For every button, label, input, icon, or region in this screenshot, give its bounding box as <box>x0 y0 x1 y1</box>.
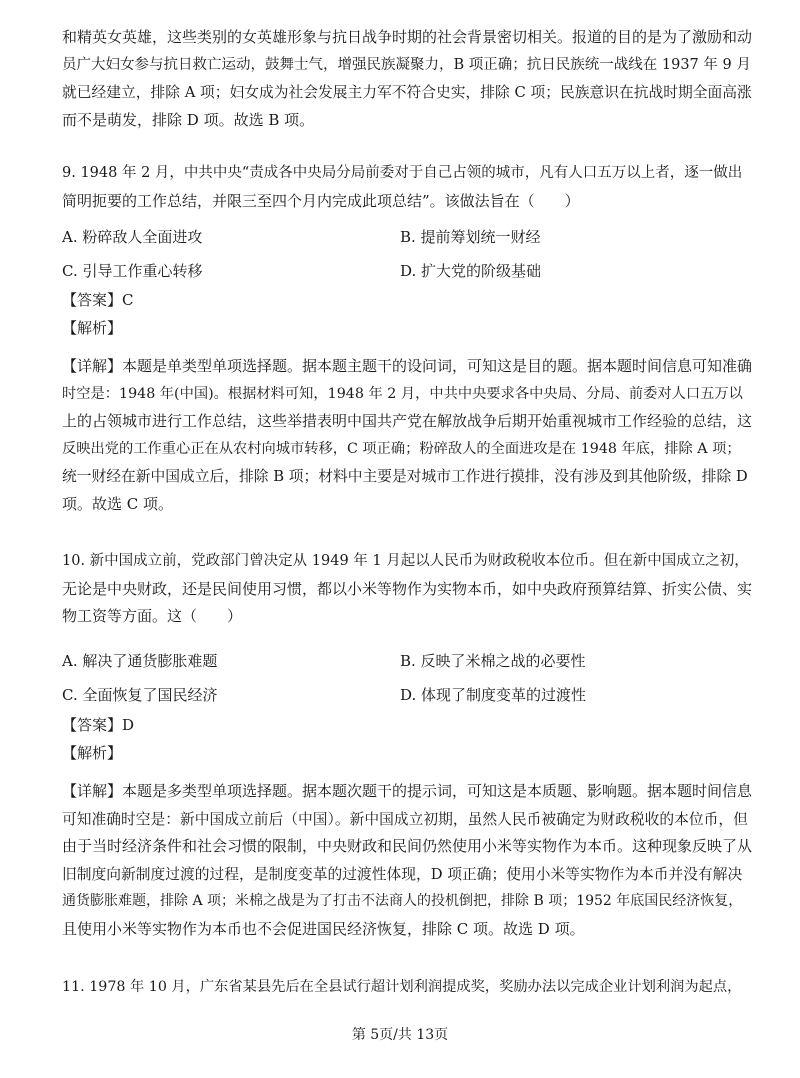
q9-analysis-label: 【解析】 <box>62 318 123 337</box>
q9-options-row-1 <box>62 223 752 251</box>
text-line: 物工资等方面。这（ ） <box>62 607 243 625</box>
text-line: 且使用小米等实物作为本币也不会促进国民经济恢复，排除 C 项。故选 D 项。 <box>62 919 585 938</box>
text-line: 【详解】本题是多类型单项选择题。据本题次题干的提示词，可知这是本质题、影响题。据本题时间信息 <box>62 782 753 800</box>
text-line: 上的占领城市进行工作总结，这些举措表明中国共产党在解放战争后期开始重视城市工作经验的总结，这 <box>62 412 753 430</box>
q9-option-c: C. 引导工作重心转移 <box>62 262 203 280</box>
text-line: 旧制度向新制度过渡的过程，是制度变革的过渡性体现，D 项正确；使用小米等实物作为本币并没有解决 <box>62 865 743 883</box>
text-line: 通货膨胀难题，排除 A 项；米棉之战是为了打击不法商人的投机倒把，排除 B 项；1952 年底国民经济恢复， <box>62 893 743 909</box>
q9-option-b: B. 提前筹划统一财经 <box>400 228 541 246</box>
q10-option-d: D. 体现了制度变革的过渡性 <box>400 686 587 704</box>
q10-options-row-2 <box>62 681 752 709</box>
q9-answer-block <box>62 287 752 342</box>
q9-stem <box>62 160 752 215</box>
text-line: 10. 新中国成立前，党政部门曾决定从 1949 年 1 月起以人民币为财政税收本位币。但在新中国成立之初， <box>62 553 749 569</box>
text-line: 就已经建立，排除 A 项；妇女成为社会发展主力军不符合史实，排除 C 项；民族意识在抗战时期全面高涨 <box>62 84 752 101</box>
text-line: 9. 1948 年 2 月，中共中央“责成各中央局分局前委对于自己占领的城市，凡有人口五万以上者，逐一做出 <box>62 165 743 181</box>
page-number: 第 5页/共 13页 <box>351 1027 449 1043</box>
text-line: 简明扼要的工作总结，并限三至四个月内完成此项总结”。该做法旨在（ ） <box>62 191 580 210</box>
q10-options-row-1 <box>62 647 752 675</box>
text-line: 时空是：1948 年(中国)。根据材料可知，1948 年 2 月，中共中央要求各中央局、分局、前委对人口五万以 <box>62 385 743 402</box>
text-line: 无论是中央财政，还是民间使用习惯，都以小米等物作为实物本币，如中央政府预算结算、折实公债、实 <box>62 579 753 598</box>
text-line: 11. 1978 年 10 月，广东省某县先后在全县试行超计划利润提成奖，奖励办法以完成企业计划利润为起点， <box>62 979 742 995</box>
q10-option-a: A. 解决了通货膨胀难题 <box>62 652 218 670</box>
q10-answer: 【答案】D <box>62 716 135 734</box>
q9-options-row-2 <box>62 257 752 285</box>
q10-detail <box>62 778 752 943</box>
q10-answer-block <box>62 712 752 767</box>
text-line: 项。故选 C 项。 <box>62 494 174 513</box>
text-line: 可知准确时空是：新中国成立前后（中国）。新中国成立初期，虽然人民币被确定为财政税收的本位币，但 <box>62 810 748 828</box>
text-line: 而不是萌发，排除 D 项。故选 B 项。 <box>62 110 315 129</box>
q10-option-c: C. 全面恢复了国民经济 <box>62 686 218 704</box>
text-line: 员广大妇女参与抗日救亡运动，鼓舞士气，增强民族凝聚力，B 项正确；抗日民族统一战线在 1937 年 9 月 <box>62 56 751 73</box>
q9-answer: 【答案】C <box>62 291 134 309</box>
q9-option-a: A. 粉碎敌人全面进攻 <box>62 228 203 246</box>
q10-analysis-label: 【解析】 <box>62 743 123 762</box>
text-line: 由于当时经济条件和社会习惯的限制，中央财政和民间仍然使用小米等实物作为本币。这种现象反映了从 <box>62 837 753 855</box>
q10-option-b: B. 反映了米棉之战的必要性 <box>400 652 586 670</box>
text-line: 统一财经在新中国成立后，排除 B 项；材料中主要是对城市工作进行摸排，没有涉及到其他阶级，排除 D <box>62 468 748 485</box>
text-line: 和精英女英雄，这些类别的女英雄形象与抗日战争时期的社会背景密切相关。报道的目的是为了激励和动 <box>62 28 753 46</box>
text-line: 反映出党的工作重心正在从农村向城市转移，C 项正确；粉碎敌人的全面进攻是在 1948 年底，排除 A 项； <box>62 440 741 457</box>
q10-stem <box>62 548 752 631</box>
q9-detail <box>62 353 752 518</box>
q11-stem <box>62 974 752 1002</box>
q9-option-d: D. 扩大党的阶级基础 <box>400 262 542 280</box>
intro-paragraph <box>62 24 752 134</box>
text-line: 【详解】本题是单类型单项选择题。据本题主题干的设问词，可知这是目的题。据本题时间信息可知准确 <box>62 357 753 375</box>
